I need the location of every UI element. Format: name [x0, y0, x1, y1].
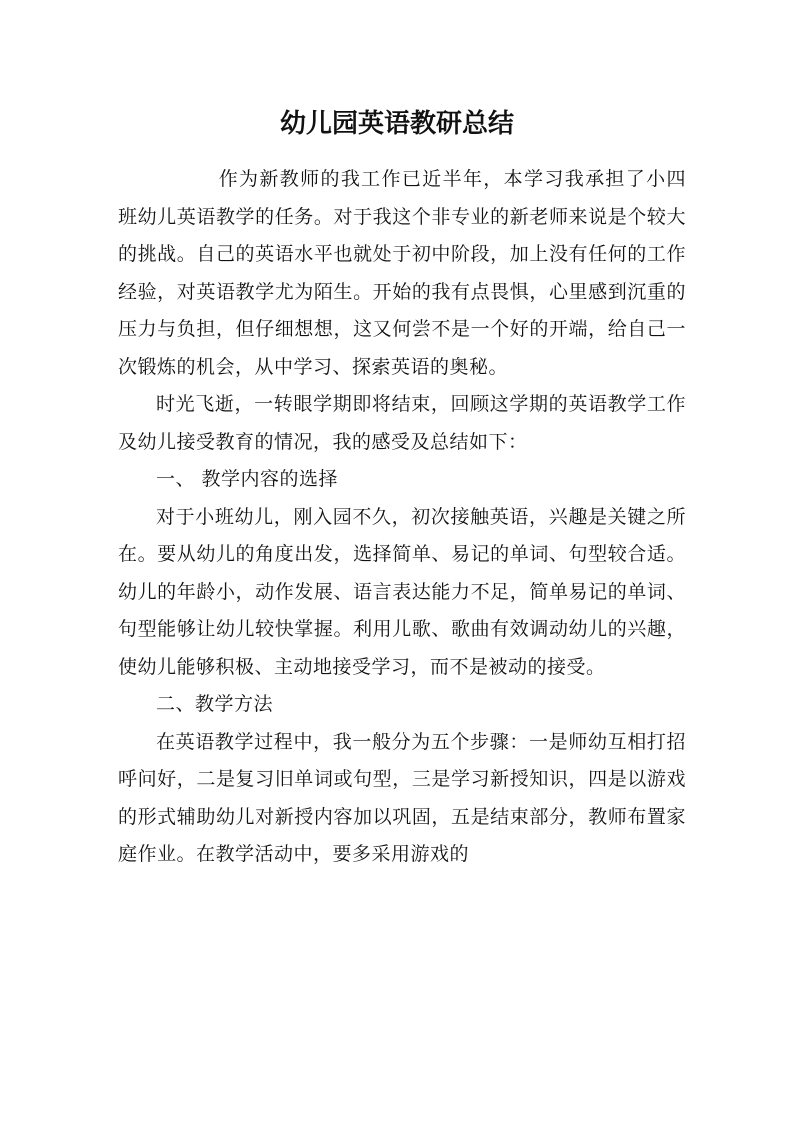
document-body: [118, 161, 686, 874]
section-heading-content: 一、 教学内容的选择: [156, 468, 339, 490]
paragraph-method: 在英语教学过程中，我一般分为五个步骤：一是师幼互相打招呼问好，二是复习旧单词或句型，三是学习新授知识，四是以游戏的形式辅助幼儿对新授内容加以巩固，五是结束部分，教师布置家庭作业。在教学活动中，要多采用游戏的: [118, 730, 686, 865]
document-title: 幼儿园英语教研总结: [279, 109, 514, 139]
paragraph-intro: 作为新教师的我工作已近半年，本学习我承担了小四班幼儿英语教学的任务。对于我这个非专业的新老师来说是个较大的挑战。自己的英语水平也就处于初中阶段，加上没有任何的工作经验，对英语教学尤为陌生。开始的我有点畏惧，心里感到沉重的压力与负担，但仔细想想，这又何尝不是一个好的开端，给自己一次锻炼的机会，从中学习、探索英语的奥秘。: [118, 168, 686, 378]
section-heading-method: 二、教学方法: [156, 693, 274, 715]
paragraph-review: 时光飞逝，一转眼学期即将结束，回顾这学期的英语教学工作及幼儿接受教育的情况，我的感受及总结如下：: [118, 393, 686, 453]
paragraph-content: 对于小班幼儿，刚入园不久，初次接触英语，兴趣是关键之所在。要从幼儿的角度出发，选择简单、易记的单词、句型较合适。幼儿的年龄小，动作发展、语言表达能力不足，简单易记的单词、句型能够让幼儿较快掌握。利用儿歌、歌曲有效调动幼儿的兴趣，使幼儿能够积极、主动地接受学习，而不是被动的接受。: [118, 505, 686, 678]
